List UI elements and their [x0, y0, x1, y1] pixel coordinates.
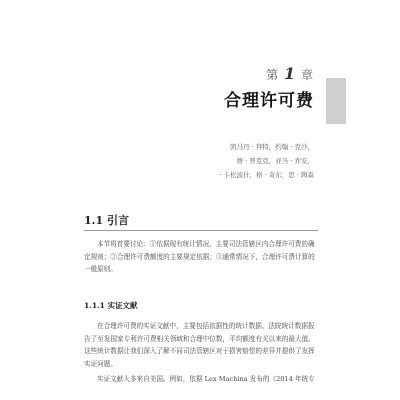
author-line: 凯马丹 · 拜特，约翰 · 克沙， [230, 143, 314, 151]
section-intro-paragraph: 本节将首要讨论：①依据现有统计情况，主要司法管辖区内合理许可费的确定规则；②合理许可费额度的主要规定依据；③通常情况下，合理许可费计算的一般原则。 [84, 240, 315, 273]
author-list [114, 140, 314, 182]
chapter-label-prefix: 第 [266, 68, 280, 82]
body-paragraph: 实证文献大多来自美国。例如，依据 Lex Machina 发布的《2014 年统专 [97, 375, 315, 383]
subsection-heading [84, 300, 138, 311]
chapter-number: 1 [284, 64, 297, 83]
chapter-label [266, 64, 314, 83]
section-title: 引言 [106, 214, 129, 227]
section-divider [84, 230, 318, 231]
section-heading [84, 212, 129, 228]
author-line: 詹 · 普克克，亚当 · 乔安， [236, 157, 314, 165]
chapter-label-suffix: 章 [300, 68, 314, 82]
subsection-title: 实证文献 [107, 301, 138, 310]
chapter-title: 合理许可费 [224, 91, 314, 111]
subsection-number: 1.1.1 [84, 301, 105, 310]
body-paragraph: 在合理许可费的实证文献中，主要包括依据性的统计数据、法院统计数据报告了至发国家专利许可费相关领域和合理中位数，平均额度有关以来的最大值。这些统计数据让我们深入了解不同司法管辖区对于损害赔偿的差异并提供了发挥实证问题。 [84, 322, 315, 368]
author-line: · 卡松波什，格 · 奇东，思 · 陶森 [219, 171, 314, 179]
section-number: 1.1 [84, 214, 104, 227]
chapter-thumb-tab [326, 78, 346, 124]
